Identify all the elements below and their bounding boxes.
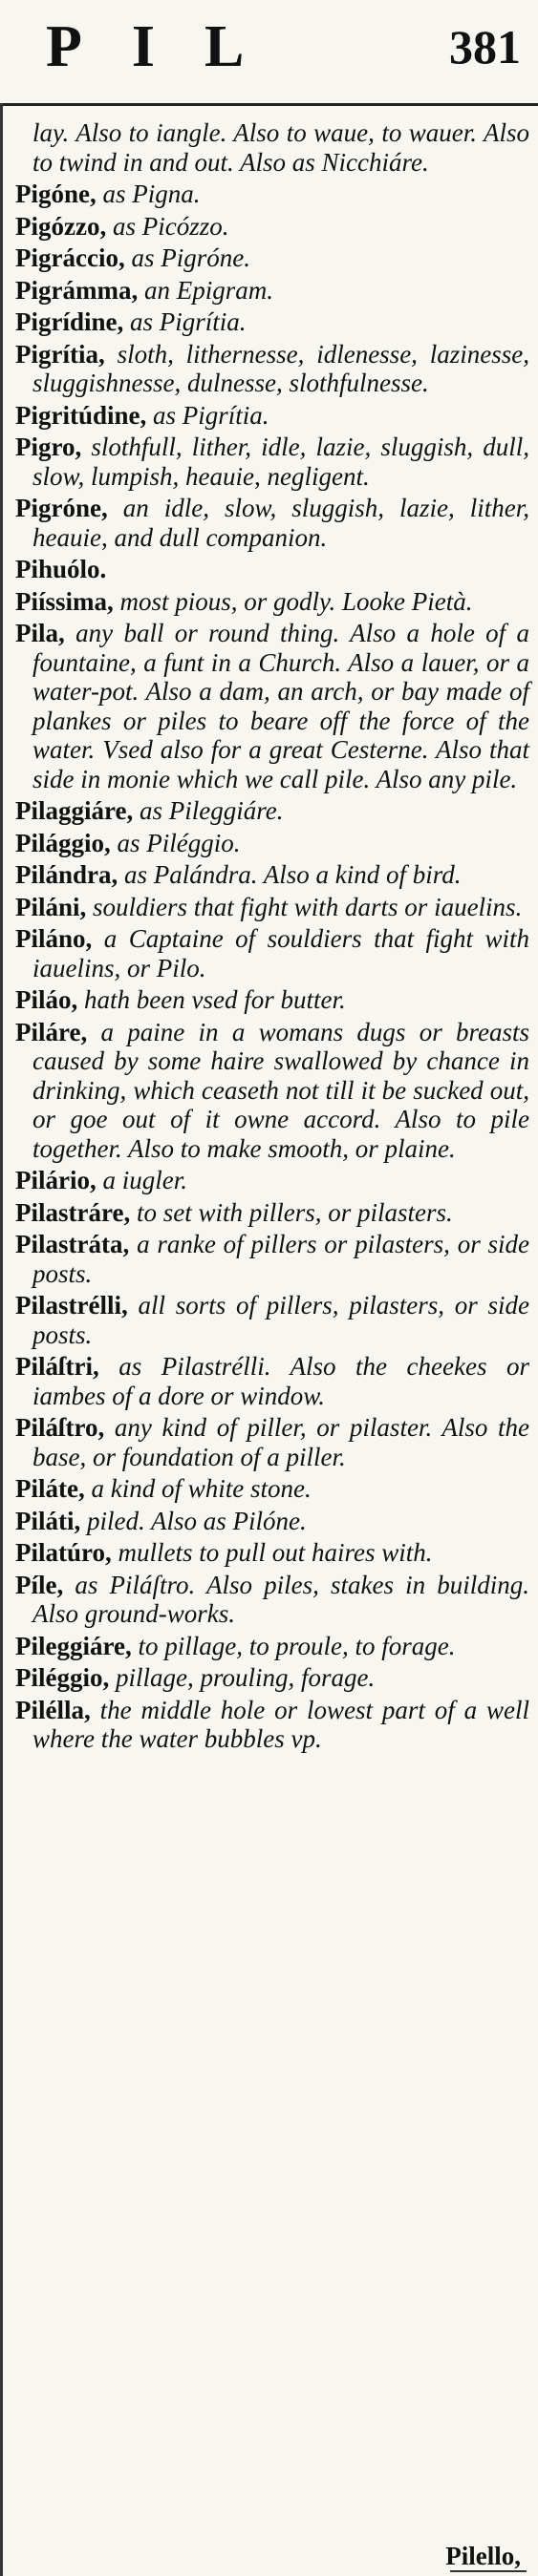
entry-definition: all sorts of pillers, pilasters, or side posts. xyxy=(32,1291,529,1349)
entry-definition: as Pigna. xyxy=(102,179,201,208)
entry-headword: Pigrámma, xyxy=(15,275,139,305)
entry-headword: Piíssima, xyxy=(15,586,114,616)
entry-headword: Pigritúdine, xyxy=(15,400,147,430)
entry-definition: pillage, prouling, forage. xyxy=(115,1663,376,1692)
dictionary-entry xyxy=(15,1571,529,1629)
dictionary-entry xyxy=(15,1198,529,1228)
dictionary-entry xyxy=(15,1291,529,1349)
entry-list xyxy=(15,118,529,1757)
dictionary-entry xyxy=(15,340,529,398)
entry-headword: Piléggio, xyxy=(15,1663,110,1692)
dictionary-entry xyxy=(15,1696,529,1754)
entry-headword: Piláſtro, xyxy=(15,1413,105,1442)
dictionary-entry xyxy=(15,555,529,584)
entry-definition: as Pigrítia. xyxy=(130,307,247,336)
entry-definition: a ranke of pillers or pilasters, or side posts. xyxy=(32,1230,530,1288)
dictionary-entry xyxy=(15,1632,529,1661)
dictionary-entry xyxy=(15,619,529,793)
entry-headword: Pilándra, xyxy=(15,860,118,889)
dictionary-entry xyxy=(15,307,529,337)
dictionary-entry xyxy=(15,433,529,491)
entry-definition: as Picózzo. xyxy=(112,211,229,241)
catchword-rule xyxy=(450,2570,527,2572)
dictionary-entry xyxy=(15,924,529,982)
entry-headword: Pilário, xyxy=(15,1166,97,1194)
dictionary-entry xyxy=(15,1018,529,1164)
entry-headword: Píle, xyxy=(15,1570,64,1599)
dictionary-entry xyxy=(15,494,529,552)
entry-definition: piled. Also as Pilóne. xyxy=(87,1506,307,1535)
entry-definition: a paine in a womans dugs or breasts caused by some haire swallowed by chance in drinking, which ceaseth not till it be sucked out, or goe out of it owne accord. Also to pile together. Also to make smooth, or plaine. xyxy=(32,1017,529,1163)
entry-headword: Pigráccio, xyxy=(15,243,125,272)
entry-headword: Pigróne, xyxy=(15,494,108,522)
dictionary-entry xyxy=(15,118,529,177)
dictionary-entry xyxy=(15,1538,529,1568)
entry-headword: Pihuólo. xyxy=(15,555,107,583)
dictionary-entry xyxy=(15,1166,529,1195)
entry-definition: to pillage, to proule, to forage. xyxy=(138,1631,456,1660)
entry-headword: Pigóne, xyxy=(15,179,97,208)
entry-headword: Pila, xyxy=(15,619,65,647)
entry-definition: slothfull, lither, idle, lazie, sluggish, dull, slow, lumpish, heauie, negligent. xyxy=(32,433,529,491)
entry-headword: Pileggiáre, xyxy=(15,1631,132,1660)
entry-definition: most pious, or godly. Looke Pietà. xyxy=(119,586,473,616)
entry-headword: Piláſtri, xyxy=(15,1352,99,1381)
entry-headword: Pilággio, xyxy=(15,828,111,857)
entry-headword: Piláti, xyxy=(15,1506,81,1535)
column-rule xyxy=(0,103,3,2576)
entry-headword: Piláo, xyxy=(15,985,78,1014)
entry-definition: hath been vsed for butter. xyxy=(84,985,346,1014)
entry-definition: as Pileggiáre. xyxy=(139,796,284,825)
dictionary-entry xyxy=(15,1507,529,1536)
dictionary-entry xyxy=(15,212,529,242)
entry-headword: Pigrídine, xyxy=(15,307,124,336)
dictionary-entry xyxy=(15,1352,529,1410)
dictionary-entry xyxy=(15,1474,529,1504)
entry-definition: the middle hole or lowest part of a well where the water bubbles vp. xyxy=(32,1695,529,1753)
entry-definition: souldiers that fight with darts or iauelins. xyxy=(93,892,523,921)
entry-definition: as Pilastrélli. Also the cheekes or iambes of a dore or window. xyxy=(32,1352,529,1410)
entry-definition: as Pigrítia. xyxy=(153,400,269,430)
entry-definition: mullets to pull out haires with. xyxy=(118,1538,433,1567)
entry-headword: Pilastráta, xyxy=(15,1230,130,1258)
entry-definition: lay. Also to iangle. Also to waue, to wauer. Also to twind in and out. Also as Nicchiáre. xyxy=(32,118,529,177)
dictionary-entry xyxy=(15,796,529,826)
dictionary-entry xyxy=(15,985,529,1015)
entry-headword: Piláte, xyxy=(15,1474,85,1503)
dictionary-entry xyxy=(15,829,529,858)
entry-definition: an Epigram. xyxy=(143,275,273,305)
entry-definition: a Captaine of souldiers that fight with iauelins, or Pilo. xyxy=(32,924,530,982)
dictionary-entry xyxy=(15,860,529,890)
entry-headword: Pigrítia, xyxy=(15,339,105,369)
entry-definition: as Piléggio. xyxy=(117,828,241,857)
entry-headword: Piláno, xyxy=(15,924,93,953)
entry-headword: Pigózzo, xyxy=(15,211,107,241)
entry-definition: a kind of white stone. xyxy=(91,1474,312,1503)
dictionary-entry xyxy=(15,243,529,273)
entry-headword: Pilélla, xyxy=(15,1695,91,1724)
dictionary-entry xyxy=(15,893,529,922)
entry-headword: Pilaggiáre, xyxy=(15,796,134,825)
dictionary-entry xyxy=(15,1663,529,1693)
dictionary-entry xyxy=(15,179,529,209)
entry-definition: any kind of piller, or pilaster. Also the base, or foundation of a piller. xyxy=(32,1413,530,1471)
entry-headword: Pigro, xyxy=(15,433,82,461)
entry-headword: Pilastrélli, xyxy=(15,1291,128,1320)
dictionary-entry xyxy=(15,587,529,617)
dictionary-entry xyxy=(15,1230,529,1288)
entry-headword: Piláre, xyxy=(15,1017,88,1046)
entry-definition: to set with pillers, or pilasters. xyxy=(136,1197,453,1227)
entry-definition: as Palándra. Also a kind of bird. xyxy=(124,860,462,889)
entry-headword: Piláni, xyxy=(15,892,87,921)
entry-definition: as Pigróne. xyxy=(131,243,250,272)
entry-headword: Pilatúro, xyxy=(15,1538,112,1567)
entry-definition: a iugler. xyxy=(102,1166,187,1194)
entry-definition: an idle, slow, sluggish, lazie, lither, heauie, and dull companion. xyxy=(32,494,529,552)
entry-headword: Pilastráre, xyxy=(15,1197,131,1227)
catchword: Pilello, xyxy=(445,2542,521,2570)
running-head: PIL xyxy=(46,14,294,79)
dictionary-entry xyxy=(15,401,529,431)
dictionary-entry xyxy=(15,1413,529,1471)
entry-definition: as Piláſtro. Also piles, stakes in building. Also ground-works. xyxy=(32,1570,530,1628)
header-rule xyxy=(0,103,538,106)
page-number: 381 xyxy=(449,20,521,74)
dictionary-entry xyxy=(15,276,529,306)
entry-definition: any ball or round thing. Also a hole of a fountaine, a funt in a Church. Also a lauer, or a water-pot. Also a dam, an arch, or bay made of plankes or piles to beare off the force of the water. Vsed also for a great Cesterne. Also that side in monie which we call pile. Also any pile. xyxy=(32,619,529,793)
entry-definition: sloth, lithernesse, idlenesse, lazinesse, sluggishnesse, dulnesse, slothfulnesse. xyxy=(32,339,529,397)
